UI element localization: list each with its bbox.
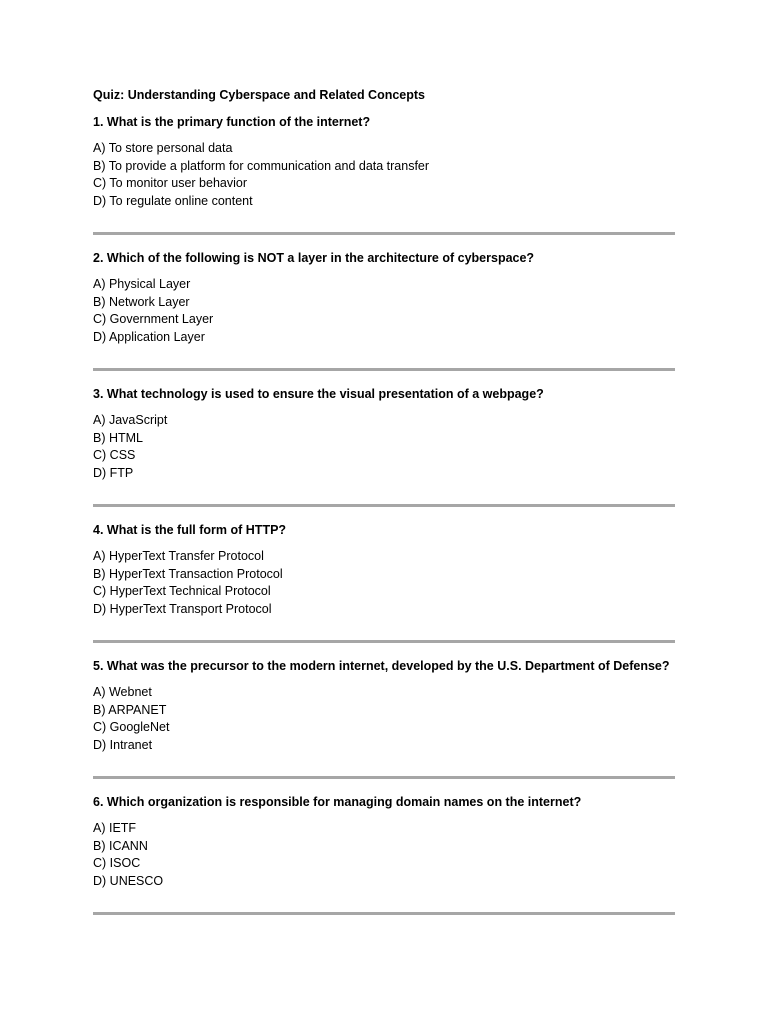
question-2-option-c: C) Government Layer — [93, 312, 214, 326]
question-6-option-c: C) ISOC — [93, 856, 141, 870]
question-3-text: 3. What technology is used to ensure the visual presentation of a webpage? — [93, 387, 544, 401]
question-block-1 — [93, 113, 675, 235]
question-3-option-a: A) JavaScript — [93, 413, 168, 427]
question-5-text: 5. What was the precursor to the modern internet, developed by the U.S. Department of Defense? — [93, 659, 670, 673]
question-5-option-a: A) Webnet — [93, 685, 152, 699]
question-block-6 — [93, 793, 675, 915]
quiz-document — [93, 86, 675, 929]
quiz-title: Quiz: Understanding Cyberspace and Related Concepts — [93, 88, 426, 102]
question-6-option-d: D) UNESCO — [93, 873, 164, 888]
question-block-4 — [93, 521, 675, 643]
question-3-option-b: B) HTML — [93, 430, 143, 445]
question-block-3 — [93, 385, 675, 507]
question-divider — [93, 640, 675, 643]
question-2-option-b: B) Network Layer — [93, 294, 190, 309]
question-6-option-a: A) IETF — [93, 821, 137, 835]
question-3-option-d: D) FTP — [93, 465, 134, 480]
question-divider — [93, 504, 675, 507]
question-6-option-b: B) ICANN — [93, 838, 148, 853]
question-4-option-a: A) HyperText Transfer Protocol — [93, 549, 264, 563]
question-divider — [93, 912, 675, 915]
question-4-option-c: C) HyperText Technical Protocol — [93, 584, 271, 598]
question-divider — [93, 368, 675, 371]
question-1-option-a: A) To store personal data — [93, 141, 233, 155]
question-divider — [93, 776, 675, 779]
question-1-option-b: B) To provide a platform for communication and data transfer — [93, 158, 430, 173]
question-5-option-b: B) ARPANET — [93, 702, 167, 717]
question-5-option-d: D) Intranet — [93, 737, 153, 752]
question-4-option-b: B) HyperText Transaction Protocol — [93, 566, 283, 581]
question-1-text: 1. What is the primary function of the internet? — [93, 115, 371, 129]
question-2-text: 2. Which of the following is NOT a layer in the architecture of cyberspace? — [93, 251, 535, 265]
question-1-option-d: D) To regulate online content — [93, 193, 253, 208]
question-6-text: 6. Which organization is responsible for managing domain names on the internet? — [93, 795, 582, 809]
question-5-option-c: C) GoogleNet — [93, 720, 170, 734]
question-2-option-a: A) Physical Layer — [93, 277, 191, 291]
question-4-text: 4. What is the full form of HTTP? — [93, 523, 287, 537]
question-2-option-d: D) Application Layer — [93, 329, 205, 344]
question-3-option-c: C) CSS — [93, 448, 136, 462]
question-block-5 — [93, 657, 675, 779]
question-4-option-d: D) HyperText Transport Protocol — [93, 601, 272, 616]
question-divider — [93, 232, 675, 235]
question-1-option-c: C) To monitor user behavior — [93, 176, 248, 190]
question-block-2 — [93, 249, 675, 371]
